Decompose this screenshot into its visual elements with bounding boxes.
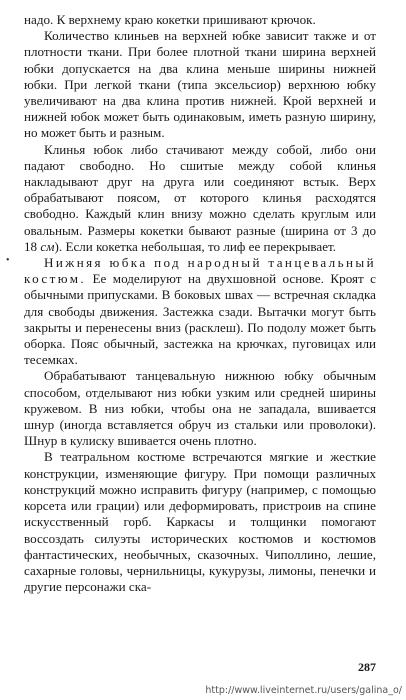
paragraph-theatre-costume: В театральном костюме встречаются мягкие и жесткие конструкции, изменяющие фигуру. При помощи различных конструкций можно исправить фигуру (например, с помощью корсета или грации) или деформировать, пристроив на спине искусственный горб. Каркасы и толщинки помогают воссоздать силуэты исторических костюмов и костюмов фантастических, необычных, сказочных. Чиполлино, лешие, сахарные головы, чернильницы, кукурузы, лимоны, пенечки и другие персонажи ска- xyxy=(24,449,376,595)
paragraph-klinya-sewing-end: ). Если кокетка небольшая, то лиф ее перекрывает. xyxy=(54,238,337,254)
watermark-url: http://www.liveinternet.ru/users/galina_o/ xyxy=(205,685,402,696)
paragraph-klinya-count: Количество клиньев на верхней юбке зависит также и от плотности ткани. При более плотной ткани ширина верхней юбки допускается на два клина меньше ширины нижней юбки. При легкой ткани (типа эксельсиор) верхнюю юбку увеличивают на два клина против нижней. Крой верхней и нижней юбок может быть одинаковым, иметь разную ширину, но может быть и разным. xyxy=(24,28,376,141)
paragraph-folk-skirt xyxy=(24,255,376,368)
paragraph-klinya-sewing-text: Клинья юбок либо стачивают между собой, либо они падают свободно. Но сшитые между собой клинья накладывают друг на друга или соединяют встык. Верх обрабатывают поясом, от которого клинья расходятся свободно. Каждый клин внизу можно сделать круглым или овальным. Размеры кокетки бывают разные (ширина от 3 до 18 xyxy=(24,141,376,254)
paragraph-continuation: надо. К верхнему краю кокетки пришивают крючок. xyxy=(24,12,316,27)
margin-mark: • xyxy=(6,255,10,266)
paragraph-klinya-sewing xyxy=(24,142,376,255)
section-heading-folk-skirt: Нижняя юбка под народный танцевальный костюм. xyxy=(24,255,376,287)
unit-cm: см xyxy=(40,238,55,254)
page-number: 287 xyxy=(358,660,376,674)
paragraph-dance-skirt: Обрабатывают танцевальную нижнюю юбку обычным способом, отделывают низ юбки узким или средней ширины кружевом. В низ юбки, чтобы она не западала, вшивается шнур (иногда вставляется обруч из стальки или проволоки). Шнур в кулиску вшивается очень плотно. xyxy=(24,368,376,449)
body-text xyxy=(24,12,376,595)
paragraph-folk-skirt-text: Ее моделируют на двухшовной основе. Кроят с обычными припусками. В боковых швах — встречная складка для свободы движения. Застежка сзади. Вытачки могут быть закрыты и перенесены вниз (расклеш). По подолу может быть оборка. Пояс обычный, застежка на крючках, пуговицах или тесемках. xyxy=(24,271,376,368)
